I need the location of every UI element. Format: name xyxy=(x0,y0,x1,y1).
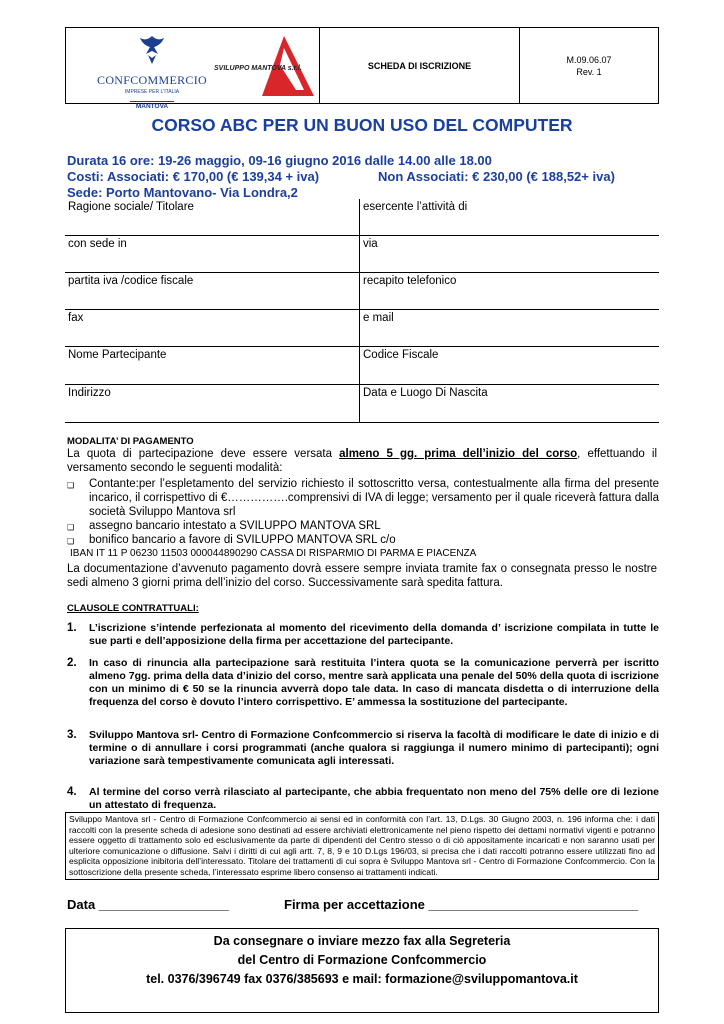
form-label-street[interactable]: via xyxy=(359,236,659,273)
clause-text: L’iscrizione s’intende perfezionata al momento del ricevimento della domanda d’ iscrizione compilata in tutte le sue parti e dell’apposizione della firma per accettazione del partecipante. xyxy=(89,622,659,647)
sviluppo-mantova-logo xyxy=(212,34,316,100)
form-row xyxy=(65,310,659,347)
form-row xyxy=(65,385,659,423)
form-label-activity[interactable]: esercente l’attività di xyxy=(359,199,659,236)
payment-note: La documentazione d’avvenuto pagamento dovrà essere sempre inviata tramite fax o consegnata presso le nostre sedi almeno 3 giorni prima dell’inizio del corso. Successivamente sarà spedita fattura. xyxy=(67,563,657,589)
clause-number: 3. xyxy=(67,729,77,741)
course-cost-members: Costi: Associati: € 170,00 (€ 139,34 + iva) xyxy=(67,169,320,184)
form-label-phone[interactable]: recapito telefonico xyxy=(359,273,659,310)
clause-item xyxy=(67,786,659,812)
registration-form xyxy=(65,199,659,423)
clause-text: Al termine del corso verrà rilasciato al partecipante, che abbia frequentato non meno del 75% delle ore di lezione un attestato di frequenza. xyxy=(89,786,659,811)
confcommercio-city: MANTOVA xyxy=(130,101,174,110)
payment-option xyxy=(67,477,659,519)
checkbox-icon[interactable]: ❑ xyxy=(67,481,75,490)
course-title: CORSO ABC PER UN BUON USO DEL COMPUTER xyxy=(151,115,573,135)
checkbox-icon[interactable]: ❑ xyxy=(67,523,75,532)
clause-number: 1. xyxy=(67,622,77,634)
date-field[interactable]: Data __________________ xyxy=(67,897,229,912)
payment-option-transfer: bonifico bancario a favore di SVILUPPO MANTOVA SRL c/o xyxy=(89,534,396,546)
privacy-notice: Sviluppo Mantova srl - Centro di Formazione Confcommercio ai sensi ed in conformità con l’art. 13, D.Lgs. 30 Giugno 2003, n. 196 informa che: i dati raccolti con la presente scheda di adesione sono destinati ad essere archiviati elettronicamente nel pieno rispetto dei dettami normativi vigenti e potranno essere oggetto di trattamento solo ed esclusivamente da parte di dipendenti del Centro stesso o di ciò appositamente incaricati e non saranno usati per ulteriore comunicazione o diffusione. Salvi i diritti di cui agli artt. 7, 8, 9 e 10 D.Lgs 196/03, si precisa che i dati raccolti potranno essere utilizzati fino ad esplicita opposizione inibitoria dell’interessato. Titolare dei trattamenti di cui sopra è Sviluppo Mantova srl - Centro di Formazione Confcommercio. Con la sottoscrizione della presente scheda, l’interessato esprime libero consenso ai trattamenti indicati. xyxy=(65,812,659,880)
footer-contacts: tel. 0376/396749 fax 0376/385693 e mail: formazione@sviluppomantova.it xyxy=(146,972,578,986)
payment-heading: MODALITA’ DI PAGAMENTO xyxy=(67,436,194,447)
form-label-address[interactable]: Indirizzo xyxy=(65,385,359,423)
clause-text: Sviluppo Mantova srl- Centro di Formazione Confcommercio si riserva la facoltà di modificare le date di inizio e di termine o di annullare i corsi programmati (anche qualora si raggiunga il numero minimo di partecipanti); ogni variazione sarà tempestivamente comunicata agli interessati. xyxy=(89,729,659,767)
eagle-icon xyxy=(134,34,170,66)
clause-item xyxy=(67,622,659,648)
payment-option-cheque: assegno bancario intestato a SVILUPPO MANTOVA SRL xyxy=(89,520,381,532)
footer-box xyxy=(65,928,659,1013)
payment-option xyxy=(67,533,659,549)
confcommercio-sub: IMPRESE PER L'ITALIA xyxy=(124,89,180,95)
course-venue: Sede: Porto Mantovano- Via Londra,2 xyxy=(67,185,298,200)
form-row xyxy=(65,347,659,385)
doc-code-cell xyxy=(520,28,658,103)
header-table xyxy=(65,27,659,110)
clause-number: 4. xyxy=(67,786,77,798)
doc-code: M.09.06.07 xyxy=(566,54,612,65)
footer-line-1: Da consegnare o inviare mezzo fax alla Segreteria xyxy=(213,934,511,948)
form-label-birth[interactable]: Data e Luogo Di Nascita xyxy=(359,385,659,423)
form-label-fax[interactable]: fax xyxy=(65,310,359,347)
footer-line-2: del Centro di Formazione Confcommercio xyxy=(237,953,487,967)
clause-item xyxy=(67,657,659,709)
payment-intro-deadline: almeno 5 gg. prima dell’inizio del corso xyxy=(339,448,578,460)
clause-number: 2. xyxy=(67,657,77,669)
course-duration: Durata 16 ore: 19-26 maggio, 09-16 giugno 2016 dalle 14.00 alle 18.00 xyxy=(67,153,492,168)
course-cost-non-members: Non Associati: € 230,00 (€ 188,52+ iva) xyxy=(378,169,615,184)
confcommercio-logo xyxy=(96,34,208,110)
form-label-tax-code[interactable]: Codice Fiscale xyxy=(359,347,659,385)
form-label-company[interactable]: Ragione sociale/ Titolare xyxy=(65,199,359,236)
payment-intro-a: La quota di partecipazione deve essere versata xyxy=(67,448,340,460)
clause-item xyxy=(67,729,659,768)
clauses-heading: CLAUSOLE CONTRATTUALI: xyxy=(67,603,199,614)
payment-intro-c: , effettuando il versamento secondo le seguenti modalità: xyxy=(67,448,657,474)
doc-title: SCHEDA DI ISCRIZIONE xyxy=(320,28,520,103)
form-label-email[interactable]: e mail xyxy=(359,310,659,347)
confcommercio-name: CONFCOMMERCIO xyxy=(97,73,207,87)
payment-option-cash: Contante:per l’espletamento del servizio richiesto il sottoscritto versa, contestualmente alla firma del presente incarico, il corrispettivo di €…………….comprensivi di IVA di legge; versamento per il quale riceverà fattura dalla società Sviluppo Mantova srl xyxy=(89,478,659,518)
form-row xyxy=(65,199,659,236)
form-row xyxy=(65,236,659,273)
form-label-participant[interactable]: Nome Partecipante xyxy=(65,347,359,385)
signature-field[interactable]: Firma per accettazione _____________________________ xyxy=(284,897,639,912)
payment-intro xyxy=(67,447,657,475)
sviluppo-logo-text: SVILUPPO MANTOVA s.r.l. xyxy=(214,65,302,72)
doc-rev: Rev. 1 xyxy=(576,66,602,77)
form-label-city[interactable]: con sede in xyxy=(65,236,359,273)
clause-text: In caso di rinuncia alla partecipazione sarà restituita l’intera quota se la comunicazione perverrà per iscritto almeno 7gg. prima della data d’inizio del corso, mentre sarà applicata una penale del 50% della quota di iscrizione con un minimo di € 50 se la rinuncia avverrà dopo tale data. In caso di mancata disdetta o di interruzione della frequenza del corso è dovuto l’intero corrispettivo. E’ ammessa la sostituzione del partecipante. xyxy=(89,657,659,708)
iban: IBAN IT 11 P 06230 11503 000044890290 CASSA DI RISPARMIO DI PARMA E PIACENZA xyxy=(70,548,477,559)
form-label-vat[interactable]: partita iva /codice fiscale xyxy=(65,273,359,310)
logos-cell xyxy=(66,28,320,110)
checkbox-icon[interactable]: ❑ xyxy=(67,537,75,546)
form-row xyxy=(65,273,659,310)
